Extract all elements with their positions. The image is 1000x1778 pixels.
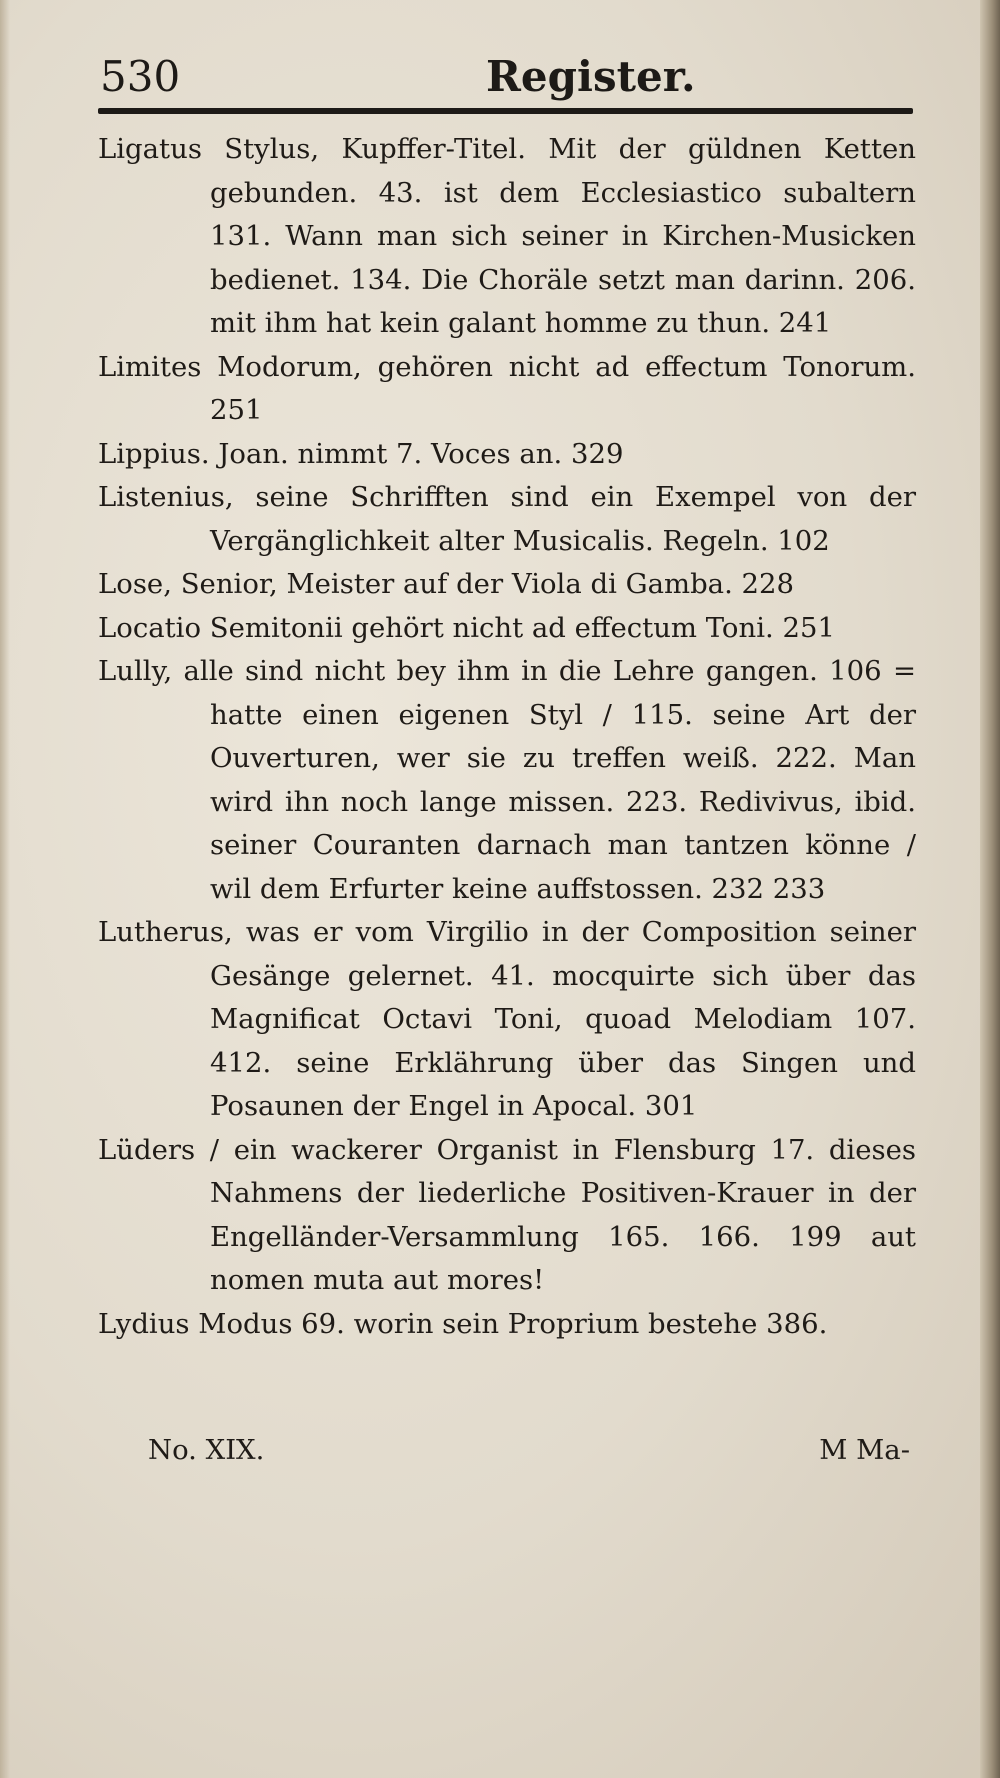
register-entry bbox=[98, 433, 916, 477]
register-entries bbox=[98, 128, 916, 1346]
register-entry bbox=[98, 128, 916, 346]
running-head: Register. bbox=[486, 52, 696, 101]
page-footer bbox=[140, 1434, 920, 1478]
catchword: M Ma- bbox=[819, 1434, 910, 1466]
entry-head: Lully, bbox=[98, 655, 173, 687]
entry-head: Lüders / bbox=[98, 1133, 220, 1166]
entry-head: Lutherus, bbox=[98, 916, 233, 948]
register-entry bbox=[98, 911, 916, 1129]
entry-head: Lose, bbox=[98, 568, 172, 600]
register-entry bbox=[98, 346, 916, 433]
header-rule bbox=[98, 108, 913, 114]
entry-text: Semitonii gehört nicht ad effectum Toni. 251 bbox=[209, 611, 835, 644]
signature-mark: No. XIX. bbox=[148, 1434, 265, 1466]
entry-text: seine Schrifften sind ein Exempel von der Vergänglichkeit alter Musicalis. Regeln. 102 bbox=[210, 481, 916, 557]
entry-text: alle sind nicht bey ihm in die Lehre gangen. 106 = hatte einen eigenen Styl / 115. seine Art der Ouverturen, wer sie zu treffen weiß. 222. Man wird ihn noch lange missen. 223. Redivivus, ibid. seiner Couranten darnach man tantzen könne / wil dem Erfurter keine auffstossen. 232 233 bbox=[183, 655, 916, 905]
register-entry bbox=[98, 607, 916, 651]
register-entry bbox=[98, 476, 916, 563]
entry-text: Kupffer-Titel. Mit der güldnen Ketten gebunden. 43. ist dem Ecclesiastico subaltern 131. Wann man sich seiner in Kirchen-Musicken bedienet. 134. Die Choräle setzt man darinn. 206. mit ihm hat kein galant homme zu thun. 241 bbox=[210, 133, 916, 339]
entry-head: Listenius, bbox=[98, 481, 234, 513]
entry-text: was er vom Virgilio in der Composition seiner Gesänge gelernet. 41. mocquirte sich über das Magnificat Octavi Toni, quoad Melodiam 107. 412. seine Erklährung über das Singen und Posaunen der Engel in Apocal. 301 bbox=[210, 916, 916, 1122]
entry-head: Limites bbox=[98, 350, 202, 383]
register-entry bbox=[98, 650, 916, 911]
page-number: 530 bbox=[100, 52, 181, 101]
entry-head: Lydius bbox=[98, 1307, 190, 1340]
entry-head: Lippius. bbox=[98, 437, 210, 470]
entry-text: Modus 69. worin sein Proprium bestehe 386. bbox=[198, 1307, 828, 1340]
page-header bbox=[98, 52, 913, 112]
entry-text: Joan. nimmt 7. Voces an. 329 bbox=[218, 437, 624, 470]
entry-text: ein wackerer Organist in Flensburg 17. dieses Nahmens der liederliche Positiven-Krauer in der Engelländer-Versammlung 165. 166. 199 aut nomen muta aut mores! bbox=[210, 1133, 916, 1296]
page-edge bbox=[980, 0, 1000, 1778]
register-entry bbox=[98, 1129, 916, 1303]
entry-head: Locatio bbox=[98, 611, 202, 644]
register-entry bbox=[98, 1303, 916, 1347]
entry-text: Senior, Meister auf der Viola di Gamba. 228 bbox=[180, 568, 795, 600]
entry-text: Modorum, gehören nicht ad effectum Tonorum. 251 bbox=[210, 350, 916, 426]
page-gutter-shadow bbox=[0, 0, 10, 1778]
register-entry bbox=[98, 563, 916, 607]
entry-head: Ligatus Stylus, bbox=[98, 133, 320, 165]
